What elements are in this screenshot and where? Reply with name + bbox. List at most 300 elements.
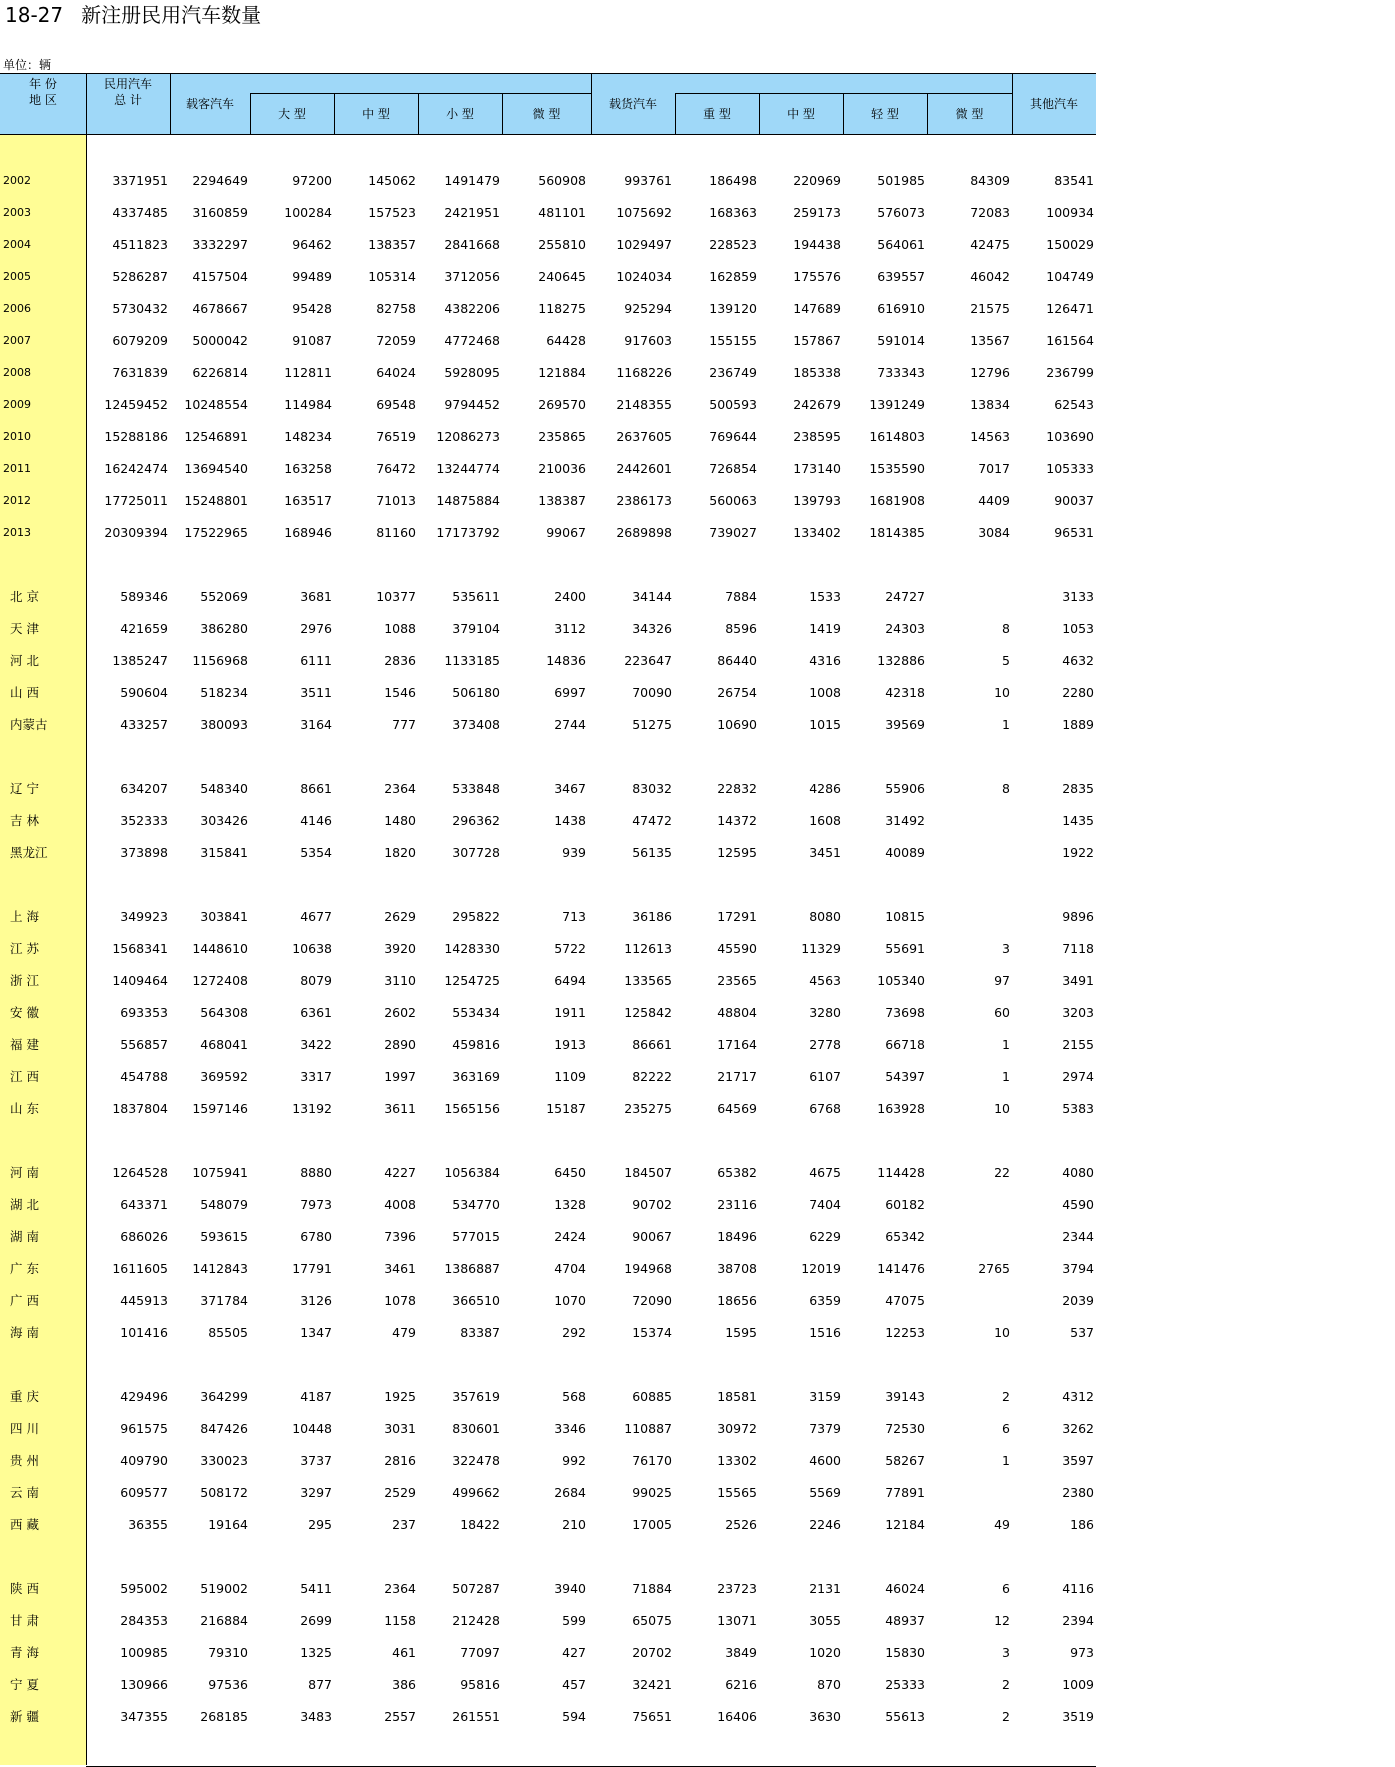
- table-cell: 369592: [200, 1069, 248, 1084]
- table-cell: 86440: [717, 653, 757, 668]
- table-cell: 3467: [554, 781, 586, 796]
- table-cell: 5354: [300, 845, 332, 860]
- table-cell: 917603: [624, 333, 672, 348]
- table-cell: 139120: [709, 301, 757, 316]
- table-cell: 2400: [554, 589, 586, 604]
- table-cell: 352333: [120, 813, 168, 828]
- table-cell: 157523: [368, 205, 416, 220]
- table-cell: 5730432: [112, 301, 168, 316]
- table-cell: 548340: [200, 781, 248, 796]
- table-cell: 1595: [725, 1325, 757, 1340]
- table-cell: 1448610: [192, 941, 248, 956]
- table-cell: 1078: [384, 1293, 416, 1308]
- table-cell: 236749: [709, 365, 757, 380]
- table-cell: 6450: [554, 1165, 586, 1180]
- table-cell: 60885: [632, 1389, 672, 1404]
- table-cell: 10377: [376, 589, 416, 604]
- table-cell: 7973: [300, 1197, 332, 1212]
- table-cell: 6494: [554, 973, 586, 988]
- table-cell: 1438: [554, 813, 586, 828]
- table-cell: 349923: [120, 909, 168, 924]
- table-row: [0, 1291, 1096, 1311]
- table-cell: 39143: [885, 1389, 925, 1404]
- table-cell: 186: [1070, 1517, 1094, 1532]
- table-cell: 2364: [384, 1581, 416, 1596]
- table-cell: 1015: [809, 717, 841, 732]
- table-row: [0, 1067, 1096, 1087]
- table-cell: 2: [1002, 1389, 1010, 1404]
- row-label: 湖 北: [10, 1197, 39, 1212]
- table-cell: 1546: [384, 685, 416, 700]
- table-cell: 12019: [801, 1261, 841, 1276]
- table-row: [0, 1419, 1096, 1439]
- table-cell: 577015: [452, 1229, 500, 1244]
- table-cell: 507287: [452, 1581, 500, 1596]
- table-cell: 6361: [300, 1005, 332, 1020]
- table-cell: 2424: [554, 1229, 586, 1244]
- table-cell: 223647: [624, 653, 672, 668]
- table-cell: 2976: [300, 621, 332, 636]
- table-cell: 1: [1002, 1453, 1010, 1468]
- table-cell: 3519: [1062, 1709, 1094, 1724]
- table-cell: 126471: [1046, 301, 1094, 316]
- table-cell: 1533: [809, 589, 841, 604]
- table-cell: 161564: [1046, 333, 1094, 348]
- table-cell: 1158: [384, 1613, 416, 1628]
- table-cell: 4590: [1062, 1197, 1094, 1212]
- table-cell: 518234: [200, 685, 248, 700]
- table-cell: 84309: [970, 173, 1010, 188]
- table-cell: 1535590: [869, 461, 925, 476]
- table-cell: 3737: [300, 1453, 332, 1468]
- table-cell: 46024: [885, 1581, 925, 1596]
- table-cell: 2380: [1062, 1485, 1094, 1500]
- table-cell: 238595: [793, 429, 841, 444]
- table-cell: 105340: [877, 973, 925, 988]
- table-row: [0, 1259, 1096, 1279]
- table-cell: 576073: [877, 205, 925, 220]
- table-cell: 255810: [538, 237, 586, 252]
- table-row: [0, 587, 1096, 607]
- table-cell: 560063: [709, 493, 757, 508]
- table-cell: 45590: [717, 941, 757, 956]
- table-cell: 2421951: [444, 205, 500, 220]
- table-cell: 10: [994, 1325, 1010, 1340]
- table-cell: 19164: [208, 1517, 248, 1532]
- table-cell: 14875884: [436, 493, 500, 508]
- table-cell: 3110: [384, 973, 416, 988]
- table-cell: 30972: [717, 1421, 757, 1436]
- table-row: [0, 299, 1096, 319]
- table-cell: 303841: [200, 909, 248, 924]
- table-cell: 210036: [538, 461, 586, 476]
- table-cell: 141476: [877, 1261, 925, 1276]
- table-cell: 4146: [300, 813, 332, 828]
- table-body: [0, 135, 1096, 1765]
- row-label: 宁 夏: [10, 1677, 39, 1692]
- row-label: 2006: [3, 302, 31, 315]
- table-cell: 42318: [885, 685, 925, 700]
- table-row: [0, 459, 1096, 479]
- table-cell: 34326: [632, 621, 672, 636]
- table-cell: 9794452: [444, 397, 500, 412]
- table-cell: 12796: [970, 365, 1010, 380]
- table-cell: 240645: [538, 269, 586, 284]
- table-cell: 519002: [200, 1581, 248, 1596]
- table-cell: 8: [1002, 621, 1010, 636]
- table-cell: 5000042: [192, 333, 248, 348]
- table-cell: 173140: [793, 461, 841, 476]
- table-cell: 535611: [452, 589, 500, 604]
- table-cell: 15248801: [184, 493, 248, 508]
- table-cell: 2765: [978, 1261, 1010, 1276]
- table-cell: 847426: [200, 1421, 248, 1436]
- table-row: [0, 1579, 1096, 1599]
- table-cell: 105314: [368, 269, 416, 284]
- table-cell: 1328: [554, 1197, 586, 1212]
- table-cell: 1428330: [444, 941, 500, 956]
- header-passenger: 载客汽车: [185, 97, 234, 111]
- table-cell: 3597: [1062, 1453, 1094, 1468]
- table-cell: 10815: [885, 909, 925, 924]
- table-cell: 733343: [877, 365, 925, 380]
- table-cell: 3126: [300, 1293, 332, 1308]
- table-cell: 11329: [801, 941, 841, 956]
- row-label: 湖 南: [10, 1229, 39, 1244]
- table-row: [0, 1451, 1096, 1471]
- table-cell: 235275: [624, 1101, 672, 1116]
- table-cell: 409790: [120, 1453, 168, 1468]
- table-cell: 130966: [120, 1677, 168, 1692]
- table-cell: 10638: [292, 941, 332, 956]
- table-cell: 468041: [200, 1037, 248, 1052]
- table-cell: 506180: [452, 685, 500, 700]
- header-p-medium: 中 型: [362, 107, 390, 121]
- table-cell: 100284: [284, 205, 332, 220]
- table-cell: 7396: [384, 1229, 416, 1244]
- table-cell: 13834: [970, 397, 1010, 412]
- table-cell: 3084: [978, 525, 1010, 540]
- table-cell: 8880: [300, 1165, 332, 1180]
- table-cell: 4286: [809, 781, 841, 796]
- table-cell: 13192: [292, 1101, 332, 1116]
- table-cell: 55691: [885, 941, 925, 956]
- table-cell: 38708: [717, 1261, 757, 1276]
- table-cell: 86661: [632, 1037, 672, 1052]
- table-cell: 14836: [546, 653, 586, 668]
- table-cell: 3317: [300, 1069, 332, 1084]
- table-row: [0, 331, 1096, 351]
- row-label: 天 津: [10, 621, 39, 636]
- table-cell: 6: [1002, 1581, 1010, 1596]
- table-row: [0, 523, 1096, 543]
- table-cell: 1056384: [444, 1165, 500, 1180]
- table-cell: 91087: [292, 333, 332, 348]
- table-cell: 2: [1002, 1709, 1010, 1724]
- table-cell: 479: [392, 1325, 416, 1340]
- table-cell: 17173792: [436, 525, 500, 540]
- row-label: 2010: [3, 430, 31, 443]
- header-other: 其他汽车: [1029, 97, 1078, 111]
- row-label: 辽 宁: [10, 781, 39, 796]
- table-cell: 564061: [877, 237, 925, 252]
- table-cell: 13694540: [184, 461, 248, 476]
- table-cell: 560908: [538, 173, 586, 188]
- table-cell: 21575: [970, 301, 1010, 316]
- table-cell: 216884: [200, 1613, 248, 1628]
- table-cell: 2131: [809, 1581, 841, 1596]
- table-cell: 2148355: [616, 397, 672, 412]
- table-cell: 5411: [300, 1581, 332, 1596]
- table-cell: 595002: [120, 1581, 168, 1596]
- table-cell: 7404: [809, 1197, 841, 1212]
- table-cell: 1109: [554, 1069, 586, 1084]
- table-cell: 8: [1002, 781, 1010, 796]
- table-cell: 593615: [200, 1229, 248, 1244]
- table-cell: 242679: [793, 397, 841, 412]
- table-cell: 508172: [200, 1485, 248, 1500]
- row-label: 新 疆: [10, 1709, 39, 1724]
- table-cell: 568: [562, 1389, 586, 1404]
- table-cell: 1029497: [616, 237, 672, 252]
- table-cell: 3262: [1062, 1421, 1094, 1436]
- table-cell: 726854: [709, 461, 757, 476]
- table-cell: 5722: [554, 941, 586, 956]
- table-row: [0, 491, 1096, 511]
- table-cell: 500593: [709, 397, 757, 412]
- table-cell: 72083: [970, 205, 1010, 220]
- table-cell: 3160859: [192, 205, 248, 220]
- table-row: [0, 939, 1096, 959]
- table-cell: 4563: [809, 973, 841, 988]
- table-cell: 17522965: [184, 525, 248, 540]
- table-cell: 1: [1002, 717, 1010, 732]
- table-row: [0, 811, 1096, 831]
- table-cell: 110887: [624, 1421, 672, 1436]
- table-cell: 3483: [300, 1709, 332, 1724]
- table-cell: 1075692: [616, 205, 672, 220]
- table-row: [0, 651, 1096, 671]
- table-cell: 1889: [1062, 717, 1094, 732]
- table-cell: 2386173: [616, 493, 672, 508]
- table-cell: 5928095: [444, 365, 500, 380]
- table-cell: 236799: [1046, 365, 1094, 380]
- table-cell: 194438: [793, 237, 841, 252]
- table-cell: 4511823: [112, 237, 168, 252]
- table-cell: 315841: [200, 845, 248, 860]
- table-cell: 54397: [885, 1069, 925, 1084]
- row-label: 安 徽: [10, 1005, 39, 1020]
- table-cell: 3280: [809, 1005, 841, 1020]
- table-row: [0, 1643, 1096, 1663]
- table-cell: 5383: [1062, 1101, 1094, 1116]
- table-cell: 1075941: [192, 1165, 248, 1180]
- row-label: 2004: [3, 238, 31, 251]
- table-cell: 1614803: [869, 429, 925, 444]
- table-row: [0, 1163, 1096, 1183]
- table-cell: 2816: [384, 1453, 416, 1468]
- table-cell: 25333: [885, 1677, 925, 1692]
- row-label: 浙 江: [10, 973, 39, 988]
- table-cell: 1409464: [112, 973, 168, 988]
- table-cell: 36186: [632, 909, 672, 924]
- row-label: 2007: [3, 334, 31, 347]
- table-cell: 157867: [793, 333, 841, 348]
- table-cell: 2974: [1062, 1069, 1094, 1084]
- table-cell: 4772468: [444, 333, 500, 348]
- table-cell: 139793: [793, 493, 841, 508]
- table-cell: 4678667: [192, 301, 248, 316]
- table-cell: 47472: [632, 813, 672, 828]
- table-cell: 2689898: [616, 525, 672, 540]
- row-label: 河 北: [10, 653, 39, 668]
- table-cell: 1272408: [192, 973, 248, 988]
- table-cell: 454788: [120, 1069, 168, 1084]
- table-cell: 60: [994, 1005, 1010, 1020]
- table-cell: 64024: [376, 365, 416, 380]
- table-cell: 1133185: [444, 653, 500, 668]
- table-cell: 459816: [452, 1037, 500, 1052]
- table-cell: 3133: [1062, 589, 1094, 604]
- table-cell: 10: [994, 1101, 1010, 1116]
- table-cell: 1681908: [869, 493, 925, 508]
- table-cell: 17291: [717, 909, 757, 924]
- table-cell: 138357: [368, 237, 416, 252]
- table-cell: 71013: [376, 493, 416, 508]
- table-cell: 1053: [1062, 621, 1094, 636]
- row-label: 山 东: [10, 1101, 39, 1116]
- table-cell: 55613: [885, 1709, 925, 1724]
- table-row: [0, 363, 1096, 383]
- table-cell: 2364: [384, 781, 416, 796]
- table-cell: 90702: [632, 1197, 672, 1212]
- table-cell: 66718: [885, 1037, 925, 1052]
- table-cell: 112613: [624, 941, 672, 956]
- table-cell: 693353: [120, 1005, 168, 1020]
- table-cell: 20702: [632, 1645, 672, 1660]
- table-cell: 73698: [885, 1005, 925, 1020]
- table-cell: 6359: [809, 1293, 841, 1308]
- table-cell: 4227: [384, 1165, 416, 1180]
- table-cell: 2: [1002, 1677, 1010, 1692]
- table-cell: 90067: [632, 1229, 672, 1244]
- header-total: 民用汽车 总 计: [103, 77, 152, 107]
- table-cell: 564308: [200, 1005, 248, 1020]
- table-row: [0, 267, 1096, 287]
- table-cell: 220969: [793, 173, 841, 188]
- table-cell: 925294: [624, 301, 672, 316]
- table-cell: 3794: [1062, 1261, 1094, 1276]
- table-cell: 386: [392, 1677, 416, 1692]
- table-cell: 2442601: [616, 461, 672, 476]
- table-cell: 2835: [1062, 781, 1094, 796]
- table-cell: 295: [308, 1517, 332, 1532]
- table-cell: 12459452: [104, 397, 168, 412]
- data-sheet: [0, 73, 1096, 1765]
- table-cell: 58267: [885, 1453, 925, 1468]
- table-cell: 168363: [709, 205, 757, 220]
- row-label: 2013: [3, 526, 31, 539]
- row-label: 2003: [3, 206, 31, 219]
- table-cell: 3630: [809, 1709, 841, 1724]
- table-row: [0, 1675, 1096, 1695]
- table-cell: 4157504: [192, 269, 248, 284]
- row-label: 甘 肃: [10, 1613, 39, 1628]
- table-cell: 3: [1002, 1645, 1010, 1660]
- table-cell: 235865: [538, 429, 586, 444]
- table-cell: 16242474: [104, 461, 168, 476]
- row-label: 云 南: [10, 1485, 39, 1500]
- table-cell: 537: [1070, 1325, 1094, 1340]
- table-cell: 99025: [632, 1485, 672, 1500]
- table-cell: 3920: [384, 941, 416, 956]
- table-cell: 445913: [120, 1293, 168, 1308]
- table-cell: 22: [994, 1165, 1010, 1180]
- table-cell: 8661: [300, 781, 332, 796]
- table-cell: 2280: [1062, 685, 1094, 700]
- table-cell: 76170: [632, 1453, 672, 1468]
- table-cell: 17005: [632, 1517, 672, 1532]
- table-cell: 4337485: [112, 205, 168, 220]
- table-cell: 83387: [460, 1325, 500, 1340]
- table-cell: 48804: [717, 1005, 757, 1020]
- table-cell: 6: [1002, 1421, 1010, 1436]
- table-cell: 2602: [384, 1005, 416, 1020]
- table-cell: 2155: [1062, 1037, 1094, 1052]
- table-cell: 12595: [717, 845, 757, 860]
- table-cell: 97536: [208, 1677, 248, 1692]
- table-cell: 2557: [384, 1709, 416, 1724]
- table-cell: 138387: [538, 493, 586, 508]
- table-row: [0, 235, 1096, 255]
- table-cell: 939: [562, 845, 586, 860]
- table-cell: 71884: [632, 1581, 672, 1596]
- table-cell: 1024034: [616, 269, 672, 284]
- table-cell: 210: [562, 1517, 586, 1532]
- table-cell: 186498: [709, 173, 757, 188]
- table-cell: 32421: [632, 1677, 672, 1692]
- header-t-heavy: 重 型: [703, 107, 731, 121]
- table-cell: 112811: [284, 365, 332, 380]
- table-cell: 769644: [709, 429, 757, 444]
- table-cell: 594: [562, 1709, 586, 1724]
- table-cell: 237: [392, 1517, 416, 1532]
- table-cell: 6216: [725, 1677, 757, 1692]
- row-label: 2012: [3, 494, 31, 507]
- table-cell: 147689: [793, 301, 841, 316]
- table-cell: 1837804: [112, 1101, 168, 1116]
- table-cell: 34144: [632, 589, 672, 604]
- table-cell: 121884: [538, 365, 586, 380]
- row-label: 2002: [3, 174, 31, 187]
- table-cell: 76472: [376, 461, 416, 476]
- table-cell: 7118: [1062, 941, 1094, 956]
- table-cell: 2778: [809, 1037, 841, 1052]
- row-label: 山 西: [10, 685, 39, 700]
- table-cell: 1814385: [869, 525, 925, 540]
- table-cell: 599: [562, 1613, 586, 1628]
- table-cell: 114428: [877, 1165, 925, 1180]
- table-cell: 7379: [809, 1421, 841, 1436]
- table-cell: 23116: [717, 1197, 757, 1212]
- table-cell: 3159: [809, 1389, 841, 1404]
- table-cell: 99067: [546, 525, 586, 540]
- table-row: [0, 1515, 1096, 1535]
- table-cell: 184507: [624, 1165, 672, 1180]
- table-cell: 303426: [200, 813, 248, 828]
- table-cell: 97: [994, 973, 1010, 988]
- table-cell: 973: [1070, 1645, 1094, 1660]
